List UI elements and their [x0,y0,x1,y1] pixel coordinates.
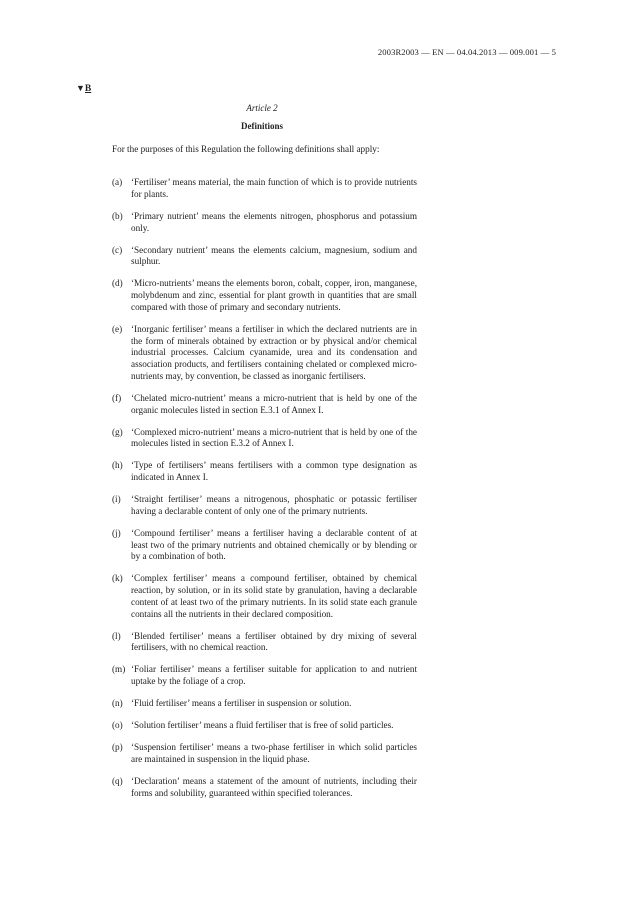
definition-item [112,528,417,563]
amendment-marker [76,83,91,94]
article-intro: For the purposes of this Regulation the following definitions shall apply: [112,144,380,154]
definition-item [112,720,417,732]
definition-text: ‘Declaration’ means a statement of the amount of nutrients, including their forms and solubility, guaranteed within specified tolerances. [131,776,417,798]
definition-text: ‘Fertiliser’ means material, the main function of which is to provide nutrients for plants. [131,177,417,199]
definition-item [112,177,417,200]
definition-item [112,664,417,687]
definition-item [112,324,417,383]
definition-text: ‘Inorganic fertiliser’ means a fertiliser in which the declared nutrients are in the form of minerals obtained by extraction or by physical and/or chemical industrial processes. Calcium cyanamide, urea and its condensation and association products, and fertilisers containing chelated or complexed micro-nutrients may, by convention, be classed as inorganic fertilisers. [131,323,417,381]
definition-label: (f) [112,392,122,403]
definition-label: (a) [112,177,123,187]
article-number: Article 2 [246,103,278,113]
amendment-marker-letter: B [84,84,92,94]
definitions-list [112,177,417,810]
definition-item [112,698,417,710]
definition-text: ‘Straight fertiliser’ means a nitrogenous, phosphatic or potassic fertiliser having a declarable content of only one of the primary nutrients. [131,494,417,516]
definition-item [112,573,417,620]
definition-text: ‘Chelated micro-nutrient’ means a micro-nutrient that is held by one of the organic molecules listed in section E.3.1 of Annex I. [131,392,417,415]
definition-label: (j) [112,527,121,538]
definition-item [112,742,417,765]
definition-label: (o) [112,720,123,731]
definition-label: (e) [112,323,123,334]
definition-text: ‘Blended fertiliser’ means a fertiliser obtained by dry mixing of several fertilisers, with no chemical reaction. [131,630,417,653]
definition-label: (m) [112,664,126,675]
definition-label: (b) [112,210,123,221]
definition-label: (q) [112,776,123,787]
definition-label: (c) [112,244,123,255]
definition-text: ‘Complexed micro-nutrient’ means a micro-nutrient that is held by one of the molecules listed in section E.3.2 of Annex I. [131,426,417,449]
definition-label: (g) [112,426,123,437]
definition-text: ‘Foliar fertiliser’ means a fertiliser suitable for application to and nutrient uptake by the foliage of a crop. [131,664,417,687]
running-header: 2003R2003 — EN — 04.04.2013 — 009.001 — 5 [377,47,556,57]
down-triangle-icon: ▼ [76,83,85,93]
definition-item [112,427,417,450]
definition-text: ‘Suspension fertiliser’ means a two-phase fertiliser in which solid particles are maintained in suspension in the liquid phase. [131,742,417,765]
definition-item [112,211,417,234]
definition-item [112,494,417,517]
definition-text: ‘Type of fertilisers’ means fertilisers with a common type designation as indicated in Annex I. [131,460,417,483]
article-title: Definitions [240,121,283,131]
definition-label: (d) [112,278,123,289]
definition-item [112,776,417,799]
definition-item [112,245,417,268]
definition-item [112,278,417,313]
definition-text: ‘Complex fertiliser’ means a compound fertiliser, obtained by chemical reaction, by solution, or in its solid state by granulation, having a declarable content of at least two of the primary nutrients. In its solid state each granule contains all the nutrients in their declared composition. [131,573,417,619]
definition-label: (k) [112,573,123,584]
definition-text: ‘Primary nutrient’ means the elements nitrogen, phosphorus and potassium only. [131,210,417,233]
definition-text: ‘Compound fertiliser’ means a fertiliser having a declarable content of at least two of the primary nutrients and obtained chemically or by blending or by a combination of both. [131,527,417,562]
definition-label: (h) [112,460,123,471]
definition-text: ‘Fluid fertiliser’ means a fertiliser in suspension or solution. [131,698,352,709]
definition-text: ‘Micro-nutrients’ means the elements boron, cobalt, copper, iron, manganese, molybdenum and zinc, essential for plant growth in quantities that are small compared with those of primary and secondary nutrients. [131,278,417,312]
definition-label: (i) [112,494,121,505]
definition-label: (n) [112,698,123,709]
definition-label: (p) [112,742,123,753]
definition-label: (l) [112,630,121,641]
definition-item [112,460,417,483]
definition-item [112,631,417,654]
definition-text: ‘Solution fertiliser’ means a fluid fertiliser that is free of solid particles. [131,720,394,731]
definition-text: ‘Secondary nutrient’ means the elements calcium, magnesium, sodium and sulphur. [131,244,417,267]
definition-item [112,393,417,416]
